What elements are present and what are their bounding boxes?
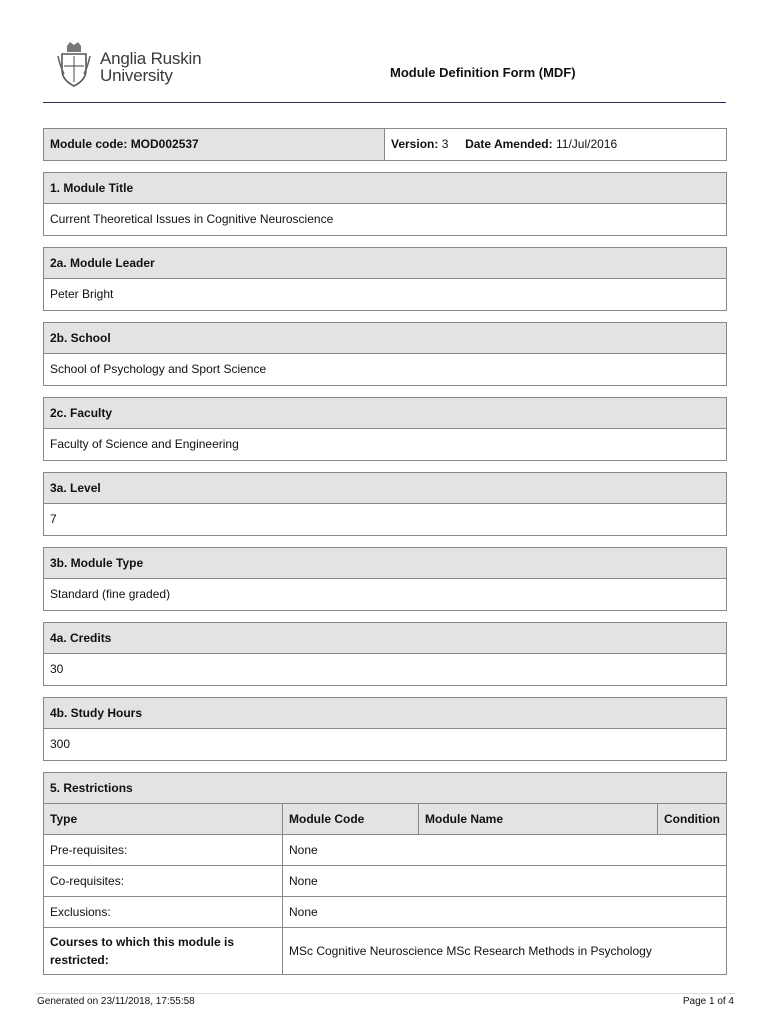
section-value: School of Psychology and Sport Science — [50, 362, 267, 376]
col-type: Type — [44, 804, 283, 835]
crest-icon — [56, 40, 92, 88]
row-code: None — [283, 835, 727, 866]
row-type: Exclusions: — [44, 897, 283, 928]
version-label: Version: — [391, 137, 439, 151]
section-heading: 4b. Study Hours — [44, 698, 726, 729]
module-code — [44, 129, 385, 160]
page-header — [43, 38, 726, 104]
module-info-bar — [43, 128, 727, 161]
table-row — [44, 897, 727, 928]
row-type: Pre-requisites: — [44, 835, 283, 866]
section-heading: 4a. Credits — [44, 623, 726, 654]
row-code: None — [283, 897, 727, 928]
university-logo — [56, 40, 216, 90]
section-heading: 2b. School — [44, 323, 726, 354]
section-credits — [43, 622, 727, 686]
section-restrictions — [43, 772, 727, 975]
section-heading: 5. Restrictions — [44, 773, 726, 804]
section-school — [43, 322, 727, 386]
table-row — [44, 928, 727, 975]
form-title: Module Definition Form (MDF) — [390, 65, 576, 80]
table-row — [44, 866, 727, 897]
module-code-value: MOD002537 — [130, 137, 199, 151]
logo-line-2: University — [100, 66, 173, 85]
restrictions-table — [43, 803, 727, 975]
table-row — [44, 835, 727, 866]
table-header-row — [44, 804, 727, 835]
section-value: Faculty of Science and Engineering — [50, 437, 239, 451]
col-module-name: Module Name — [419, 804, 658, 835]
section-heading: 2c. Faculty — [44, 398, 726, 429]
date-amended-label: Date Amended: — [465, 137, 553, 151]
section-value: Standard (fine graded) — [50, 587, 171, 601]
version-date — [391, 129, 617, 160]
section-study-hours — [43, 697, 727, 761]
section-module-leader — [43, 247, 727, 311]
page-number: Page 1 of 4 — [682, 996, 734, 1007]
section-module-title — [43, 172, 727, 236]
section-value: 300 — [50, 737, 71, 751]
section-heading: 1. Module Title — [44, 173, 726, 204]
row-code: None — [283, 866, 727, 897]
section-faculty — [43, 397, 727, 461]
module-code-label: Module code: — [50, 137, 128, 151]
logo-line-1: Anglia Ruskin — [100, 49, 202, 68]
section-heading: 2a. Module Leader — [44, 248, 726, 279]
version-value: 3 — [441, 137, 449, 151]
section-level — [43, 472, 727, 536]
section-value: 7 — [50, 512, 57, 526]
section-heading: 3a. Level — [44, 473, 726, 504]
section-value: Current Theoretical Issues in Cognitive Neuroscience — [50, 212, 334, 226]
header-divider — [43, 102, 726, 103]
row-type: Co-requisites: — [44, 866, 283, 897]
section-heading: 3b. Module Type — [44, 548, 726, 579]
section-module-type — [43, 547, 727, 611]
col-condition: Condition — [658, 804, 727, 835]
restricted-courses-label: Courses to which this module is restricted: — [44, 928, 283, 975]
date-amended-value: 11/Jul/2016 — [555, 137, 618, 151]
generated-timestamp: Generated on 23/11/2018, 17:55:58 — [37, 996, 195, 1007]
section-value: Peter Bright — [50, 287, 114, 301]
col-module-code: Module Code — [283, 804, 419, 835]
footer-divider — [35, 993, 735, 994]
restricted-courses-value: MSc Cognitive Neuroscience MSc Research Methods in Psychology — [283, 928, 727, 975]
section-value: 30 — [50, 662, 64, 676]
